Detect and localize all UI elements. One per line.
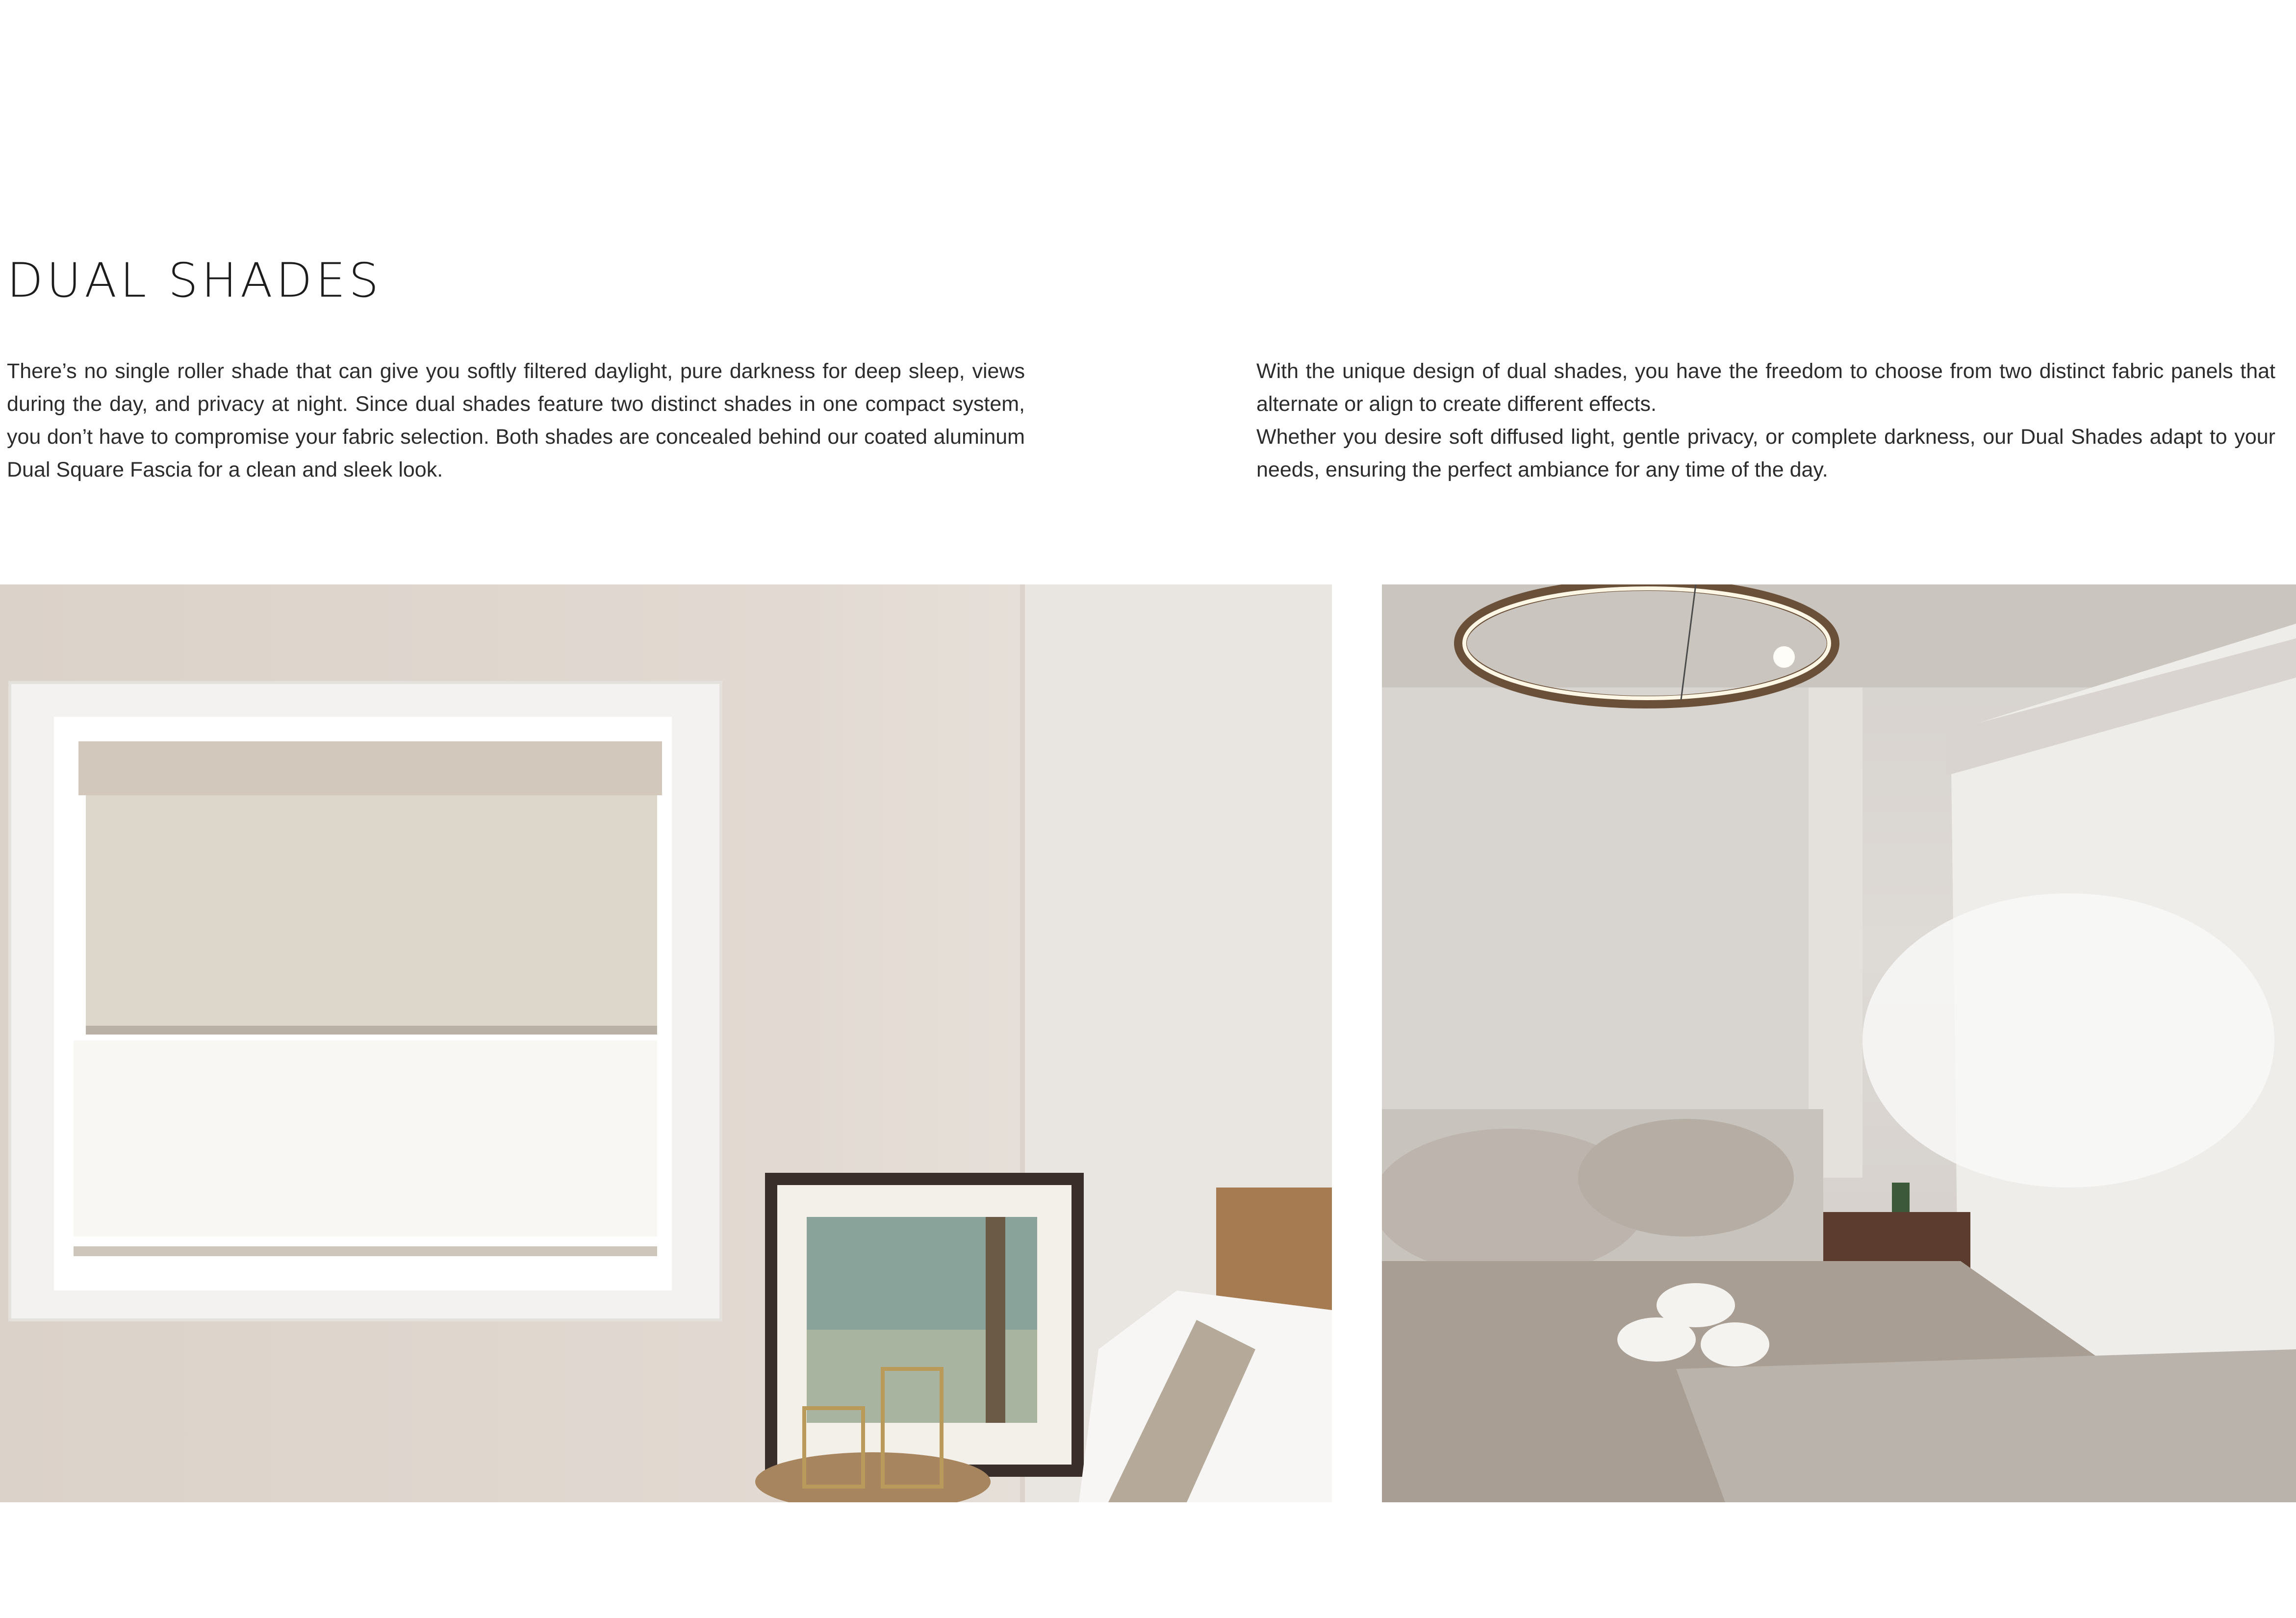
intro-right-paragraph-2: Whether you desire soft diffused light, gentle privacy, or complete darkness, our Dual Shades adapt to your needs, ensuring the perfect ambiance for any time of the day.: [1256, 425, 2275, 481]
intro-right-paragraph-1: With the unique design of dual shades, you have the freedom to choose from two distinct fabric panels that alternate or align to create different effects.: [1256, 359, 2275, 416]
bedroom-roller-shade-photo: [1382, 584, 2296, 1502]
intro-right-column: [1256, 355, 2275, 486]
intro-left-column: [7, 355, 1025, 486]
window-dual-shade-photo: [0, 584, 1332, 1502]
intro-left-paragraph: There’s no single roller shade that can give you softly filtered daylight, pure darkness for deep sleep, views during the day, and privacy at night. Since dual shades feature two distinct shades in one compact system, you don’t have to compromise your fabric selection. Both shades are concealed behind our coated aluminum Dual Square Fascia for a clean and sleek look.: [7, 359, 1025, 481]
page-title: DUAL SHADES: [7, 253, 383, 308]
